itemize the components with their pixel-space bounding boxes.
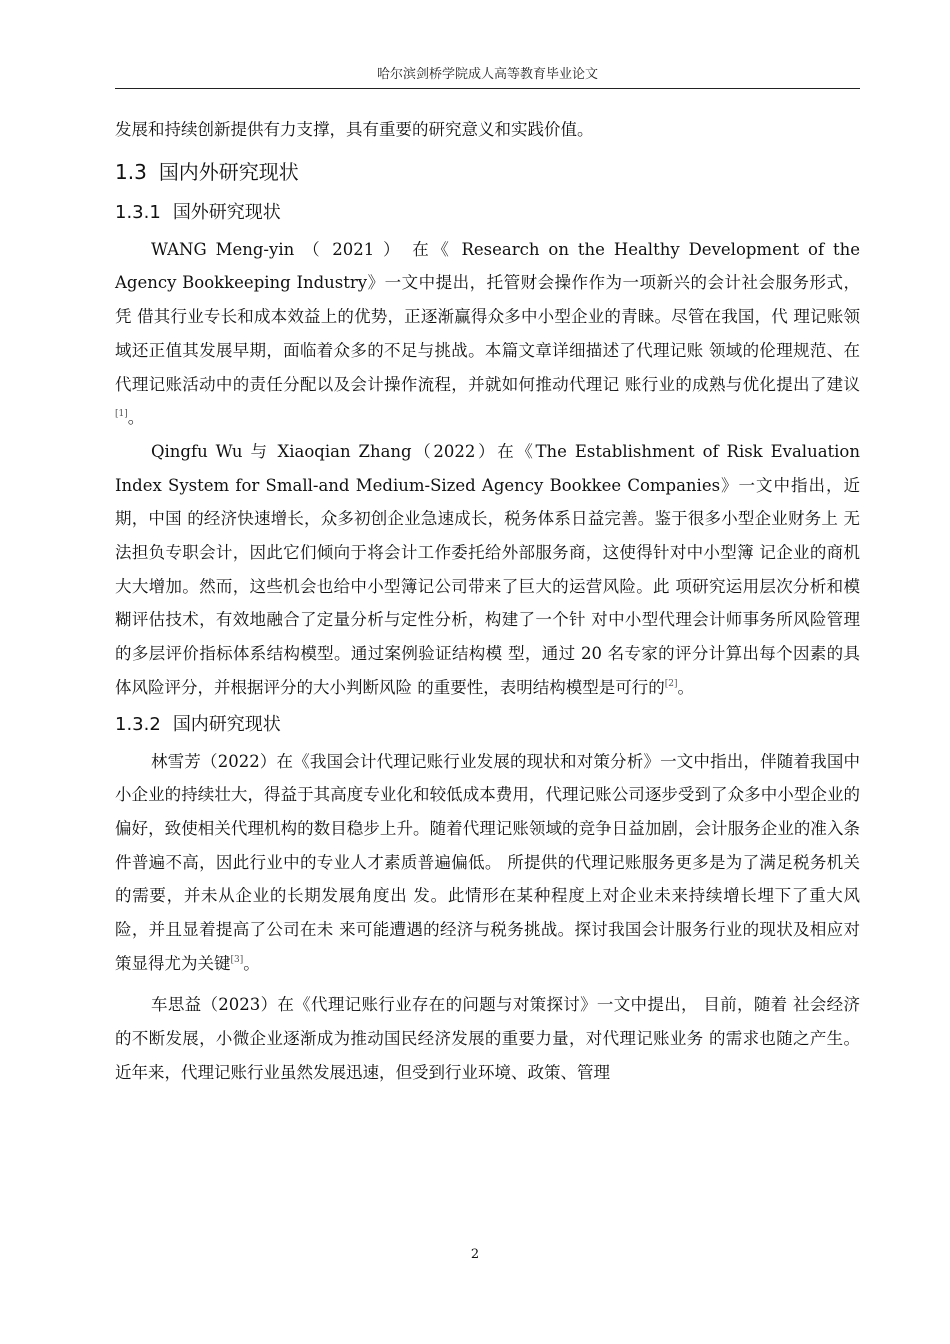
citation-ref: [2] [664,678,678,689]
header-rule [115,88,860,89]
paragraph-wu-zhang [115,435,860,705]
subsection-heading-foreign [115,195,860,231]
citation-ref: [1] [115,409,128,420]
running-header: 哈尔滨剑桥学院成人高等教育毕业论文 [376,67,598,82]
subsection-title: 国内研究现状 [172,713,281,735]
paragraph-wang [115,233,860,435]
paragraph-text: WANG Meng-yin （ 2021 ） 在《 Research on the Healthy Development of the Agency Bookkeeping Industry》一文中提出，托管财会操作作为一项新兴的会计社会服务形式，凭 借其行业专长和成本效益上的优势，正逐渐赢得众多中小型企业的青睐。尽管在我国，代 理记账领域还正值其发展早期，面临着众多的不足与挑战。本篇文章详细描述了代理记账 领域的伦理规范、在代理记账活动中的责任分配以及会计操作流程，并就如何推动代理记 账行业的成熟与优化提出了建议 [115,239,860,394]
paragraph-che [115,988,860,1089]
page-body [115,113,860,1090]
paragraph-lin [115,745,860,981]
subsection-heading-domestic [115,707,860,743]
paragraph-end: 。 [243,953,260,973]
paragraph-text: Qingfu Wu 与 Xiaoqian Zhang（2022）在《The Establishment of Risk Evaluation Index System for Small-and Medium-Sized Agency Bookkee Companies》一文中指出，近期，中国 的经济快速增长，众多初创企业急速成长，税务体系日益完善。鉴于很多小型企业财务上 无法担负专职会计，因此它们倾向于将会计工作委托给外部服务商，这使得针对中小型簿 记企业的商机大大增加。然而，这些机会也给中小型簿记公司带来了巨大的运营风险。此 项研究运用层次分析和模糊评估技术，有效地融合了定量分析与定性分析，构建了一个针 对中小型代理会计师事务所风险管理的多层评价指标体系结构模型。通过案例验证结构模 型，通过 20 名专家的评分计算出每个因素的具体风险评分，并根据评分的大小判断风险 的重要性，表明结构模型是可行的 [115,441,860,697]
subsection-title: 国外研究现状 [172,201,281,223]
paragraph-text: 林雪芳（2022）在《我国会计代理记账行业发展的现状和对策分析》一文中指出，伴随着我国中小企业的持续壮大，得益于其高度专业化和较低成本费用，代理记账公司逐步受到了众多中小型企业的偏好，致使相关代理机构的数目稳步上升。随着代理记账领域的竞争日益加剧，会计服务企业的准入条件普遍不高，因此行业中的专业人才素质普遍偏低。 所提供的代理记账服务更多是为了满足税务机关的需要，并未从企业的长期发展角度出 发。此情形在某种程度上对企业未来持续增长埋下了重大风险，并且显着提高了公司在未 来可能遭遇的经济与税务挑战。探讨我国会计服务行业的现状及相应对策显得尤为关键 [115,751,860,973]
subsection-number: 1.3.2 [115,713,161,735]
subsection-number: 1.3.1 [115,201,161,223]
intro-paragraph-tail: 发展和持续创新提供有力支撑，具有重要的研究意义和实践价值。 [115,120,594,139]
citation-ref: [3] [230,954,244,965]
paragraph-end: 。 [677,677,694,697]
section-title: 国内外研究现状 [158,159,299,184]
section-number: 1.3 [115,159,147,184]
paragraph-text: 车思益（2023）在《代理记账行业存在的问题与对策探讨》一文中提出， 目前，随着 社会经济的不断发展，小微企业逐渐成为推动国民经济发展的重要力量，对代理记账业务 的需求也随之产生。近年来，代理记账行业虽然发展迅速，但受到行业环境、政策、管理 [115,995,860,1082]
section-heading [115,155,860,189]
paragraph-end: 。 [127,408,145,428]
page-number: 2 [470,1247,480,1262]
